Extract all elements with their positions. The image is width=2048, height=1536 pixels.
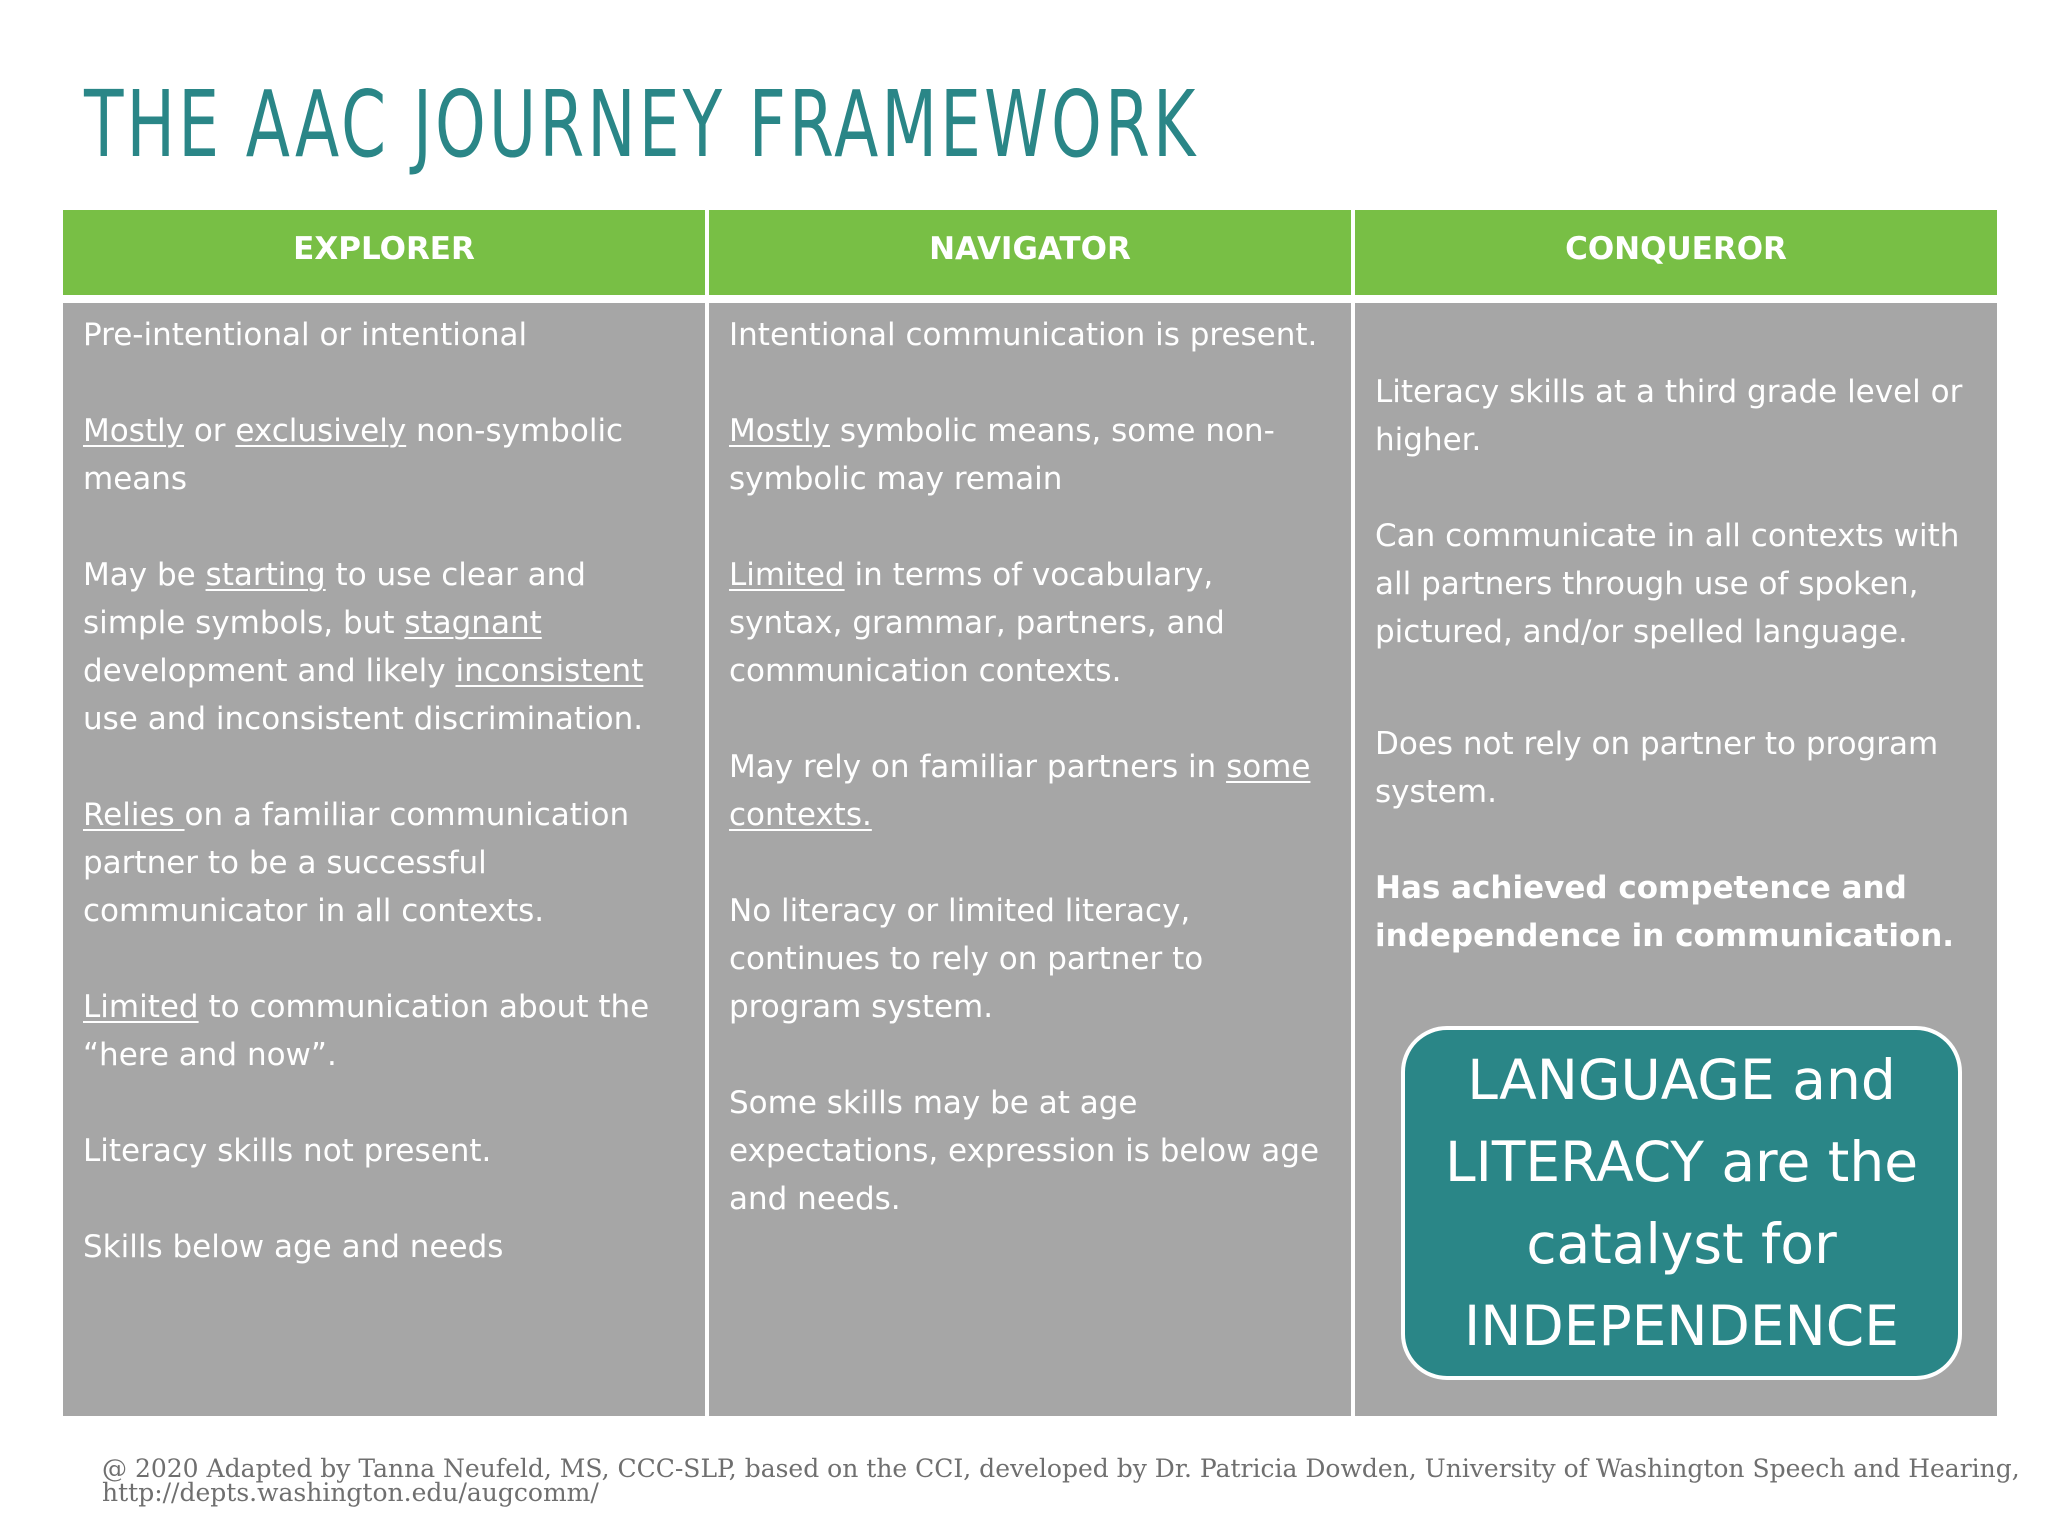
callout-text: LANGUAGE and LITERACY are the catalyst for INDEPENDENCE: [1444, 1048, 1919, 1358]
text-run: Skills below age and needs: [83, 1229, 504, 1265]
underlined-text: stagnant: [404, 605, 542, 641]
cell-paragraph: [1375, 720, 1977, 816]
text-run: Some skills may be at age expectations, expression is below age and needs.: [729, 1085, 1320, 1217]
underlined-text: Limited: [83, 989, 199, 1025]
text-run: No literacy or limited literacy, continues to rely on partner to program system.: [729, 893, 1204, 1025]
text-run: Literacy skills at a third grade level or higher.: [1375, 374, 1963, 458]
text-run: to communication about the “here and now”.: [83, 989, 650, 1073]
cell-paragraph: [83, 983, 685, 1079]
text-run: on a familiar communication partner to be a successful communicator in all contexts.: [83, 797, 630, 929]
cell-paragraph: [729, 407, 1331, 503]
text-run: May be: [83, 557, 206, 593]
underlined-text: exclusively: [235, 413, 407, 449]
cell-paragraph: [83, 1127, 685, 1175]
text-run: Pre-intentional or intentional: [83, 317, 528, 353]
text-run: Has achieved competence and independence in communication.: [1375, 870, 1955, 954]
underlined-text: inconsistent: [455, 653, 644, 689]
text-run: to use clear and simple symbols, but: [83, 557, 586, 641]
cell-paragraph: [729, 551, 1331, 695]
underlined-text: Relies: [83, 797, 185, 833]
cell-paragraph: [83, 551, 685, 743]
text-run: symbolic means, some non-symbolic may remain: [729, 413, 1275, 497]
cell-paragraph: [729, 743, 1331, 839]
cell-paragraph: [83, 311, 685, 359]
cell-paragraph: [729, 311, 1331, 359]
underlined-text: Mostly: [729, 413, 830, 449]
cell-paragraph: [83, 407, 685, 503]
underlined-text: Limited: [729, 557, 845, 593]
text-run: May rely on familiar partners in: [729, 749, 1227, 785]
cell-paragraph: [1375, 512, 1977, 656]
column-header-explorer: EXPLORER: [63, 210, 705, 295]
page-title: THE AAC JOURNEY FRAMEWORK: [84, 71, 1199, 178]
text-run: or: [183, 413, 236, 449]
cell-paragraph: [1375, 864, 1977, 960]
underlined-text: Mostly: [83, 413, 184, 449]
footer-credit: [102, 1454, 2020, 1507]
callout-box: [1401, 1026, 1962, 1380]
cell-paragraph: [83, 1223, 685, 1271]
cell-paragraph: [729, 887, 1331, 1031]
navigator-column: [709, 303, 1351, 1416]
explorer-column: [63, 303, 705, 1416]
column-header-navigator: NAVIGATOR: [709, 210, 1351, 295]
text-run: Literacy skills not present.: [83, 1133, 492, 1169]
text-run: use and inconsistent discrimination.: [83, 701, 644, 737]
column-header-conqueror: CONQUEROR: [1355, 210, 1997, 295]
text-run: Intentional communication is present.: [729, 317, 1318, 353]
cell-paragraph: [83, 791, 685, 935]
text-run: non-symbolic means: [83, 413, 624, 497]
underlined-text: some contexts.: [729, 749, 1311, 833]
footer-url: http://depts.washington.edu/augcomm/: [102, 1478, 599, 1507]
text-run: Does not rely on partner to program system.: [1375, 726, 1939, 810]
underlined-text: starting: [205, 557, 326, 593]
text-run: in terms of vocabulary, syntax, grammar, partners, and communication contexts.: [729, 557, 1225, 689]
text-run: Can communicate in all contexts with all partners through use of spoken, pictured, and/or spelled language.: [1375, 518, 1960, 650]
text-run: development and likely: [83, 653, 456, 689]
footer-credit-line: @ 2020 Adapted by Tanna Neufeld, MS, CCC-SLP, based on the CCI, developed by Dr. Patricia Dowden, University of Washington Speech and Hearing,: [102, 1454, 2020, 1483]
cell-paragraph: [1375, 368, 1977, 464]
cell-paragraph: [729, 1079, 1331, 1223]
